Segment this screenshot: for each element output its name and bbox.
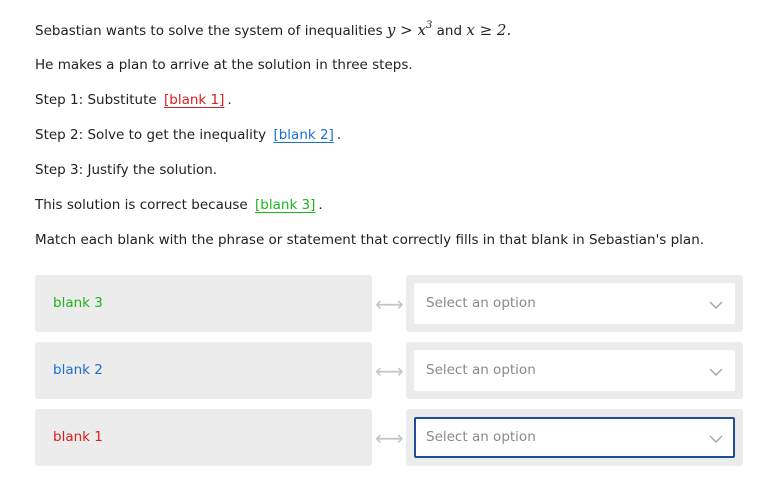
step-2: Step 2: Solve to get the inequality [blank 2] . <box>35 127 342 143</box>
match-label-blank-2: blank 2 <box>35 342 372 399</box>
double-arrow-icon: ⟷ <box>375 292 404 316</box>
step-3: Step 3: Justify the solution. <box>35 162 218 178</box>
intro-prefix: Sebastian wants to solve the system of inequalities <box>35 23 383 39</box>
select-placeholder: Select an option <box>426 295 536 311</box>
step-1: Step 1: Substitute [blank 1] . <box>35 92 232 108</box>
correctness-text: This solution is correct because <box>35 197 248 213</box>
chevron-down-icon <box>708 433 724 445</box>
step-2-text: Step 2: Solve to get the inequality <box>35 127 267 143</box>
blank-1-select[interactable] <box>414 417 735 458</box>
inequality-2: x ≥ 2. <box>466 21 512 39</box>
double-arrow-icon: ⟷ <box>375 426 404 450</box>
match-slot-blank-2 <box>406 342 743 399</box>
select-placeholder: Select an option <box>426 362 536 378</box>
blank-2-select[interactable] <box>414 350 735 391</box>
blank-2-marker: [blank 2] <box>273 127 334 143</box>
chevron-down-icon <box>708 366 724 378</box>
match-label-blank-1: blank 1 <box>35 409 372 466</box>
match-slot-blank-3 <box>406 275 743 332</box>
match-label-blank-3: blank 3 <box>35 275 372 332</box>
match-slot-blank-1 <box>406 409 743 466</box>
select-placeholder: Select an option <box>426 429 536 445</box>
double-arrow-icon: ⟷ <box>375 359 404 383</box>
intro-and: and <box>436 23 463 39</box>
blank-1-marker: [blank 1] <box>163 92 225 108</box>
step-1-text: Step 1: Substitute <box>35 92 157 108</box>
instruction: Match each blank with the phrase or statement that correctly fills in that blank in Sebastian's plan. <box>35 232 705 248</box>
blank-3-marker: [blank 3] <box>255 197 316 213</box>
problem-statement <box>35 20 511 41</box>
inequality-1: $y > x^3$ <box>386 20 433 39</box>
correctness-statement: This solution is correct because [blank 3] . <box>35 197 323 213</box>
plan-statement: He makes a plan to arrive at the solution in three steps. <box>35 57 413 73</box>
blank-3-select[interactable] <box>414 283 735 324</box>
chevron-down-icon <box>708 299 724 311</box>
